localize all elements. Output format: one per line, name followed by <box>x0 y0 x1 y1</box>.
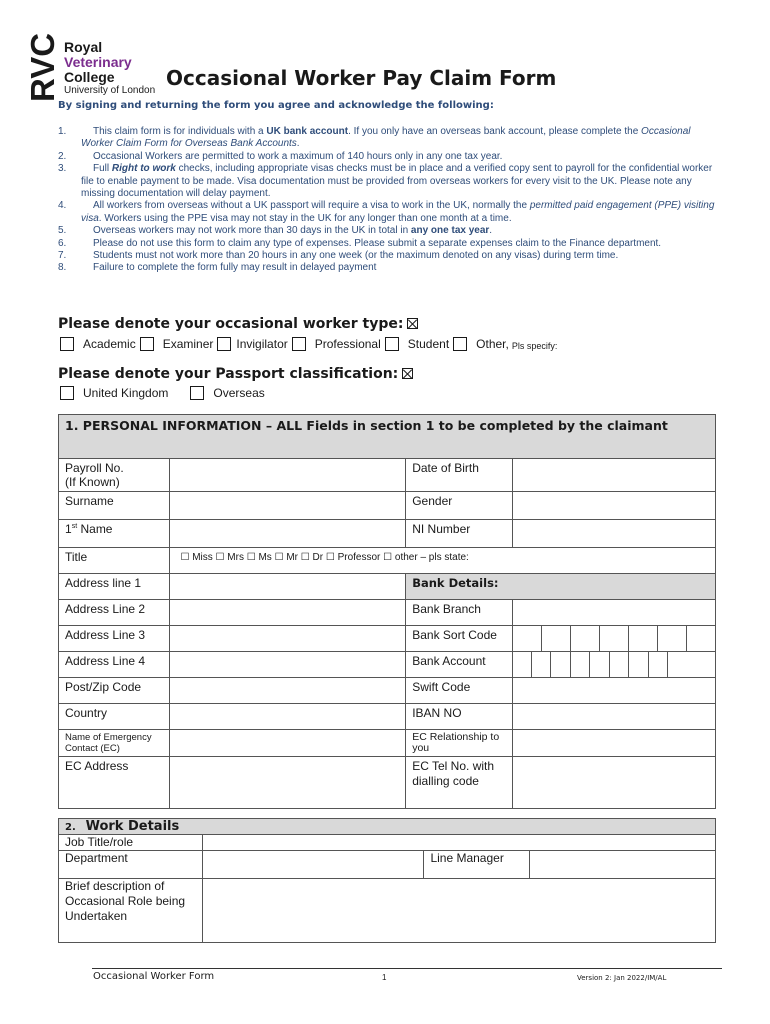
title-options[interactable]: ☐ Miss ☐ Mrs ☐ Ms ☐ Mr ☐ Dr ☐ Professor ☐ other – pls state: <box>170 548 716 574</box>
brief-description-label: Brief description of Occasional Role being Undertaken <box>59 879 203 943</box>
option-academic[interactable] <box>60 337 136 351</box>
sort-code-box[interactable] <box>599 626 628 651</box>
rules-list <box>58 126 718 275</box>
payroll-label-sub: (If Known) <box>65 475 120 489</box>
sort-code-boxes[interactable] <box>512 626 715 652</box>
option-examiner[interactable] <box>140 337 214 351</box>
dob-field[interactable] <box>512 459 715 492</box>
page-title: Occasional Worker Pay Claim Form <box>166 66 557 90</box>
rule-number: 8. <box>58 262 67 274</box>
section1-heading: 1. PERSONAL INFORMATION – ALL Fields in section 1 to be completed by the claimant <box>59 415 716 459</box>
rule-text: Students must not work more than 20 hours in any one week (or the maximum denoted on any visas) during term time. <box>93 250 619 262</box>
checkbox-icon[interactable] <box>217 337 231 351</box>
ec-address-field[interactable] <box>170 757 406 809</box>
account-box[interactable] <box>609 652 629 677</box>
footer-divider <box>92 968 722 969</box>
rule-5 <box>58 225 718 237</box>
rule-3 <box>58 163 718 200</box>
option-label: Student <box>407 337 450 351</box>
dob-label: Date of Birth <box>406 459 513 492</box>
rule-text: Occasional Workers are permitted to work a maximum of 140 hours only in any one tax year. <box>93 150 503 162</box>
title-label: Title <box>59 548 170 574</box>
rule-6 <box>58 238 718 250</box>
ni-field[interactable] <box>512 520 715 548</box>
rule-number: 3. <box>58 163 67 175</box>
ec-relationship-label: EC Relationship to you <box>406 730 513 757</box>
ec-name-field[interactable] <box>170 730 406 757</box>
payroll-field[interactable] <box>170 459 406 492</box>
line-manager-field[interactable] <box>530 851 716 879</box>
intro-text: By signing and returning the form you agree and acknowledge the following: <box>58 100 494 111</box>
other-note: Pls specify: <box>511 341 558 351</box>
rule-number: 4. <box>58 200 67 212</box>
ec-tel-field[interactable] <box>512 757 715 809</box>
swift-label: Swift Code <box>406 678 513 704</box>
option-other[interactable] <box>453 337 557 351</box>
rule-bold-italic: Right to work <box>111 163 176 175</box>
ec-tel-label: EC Tel No. with dialling code <box>406 757 513 809</box>
section2-title: Work Details <box>85 819 180 834</box>
rvc-logo-mark-text: RVC <box>24 32 61 102</box>
rule-text: Full <box>93 163 112 175</box>
footer-version: Version 2: Jan 2022/IM/AL <box>577 974 667 982</box>
checkbox-icon[interactable] <box>453 337 467 351</box>
option-professional[interactable] <box>292 337 381 351</box>
department-label: Department <box>59 851 203 879</box>
rvc-logo <box>24 28 168 102</box>
line-manager-label: Line Manager <box>424 851 530 879</box>
payroll-label-text: Payroll No. <box>65 461 124 475</box>
rule-7 <box>58 250 718 262</box>
checkbox-icon[interactable] <box>140 337 154 351</box>
job-title-label: Job Title/role <box>59 835 203 851</box>
option-label: Overseas <box>213 386 265 400</box>
option-label: Other, <box>476 337 509 351</box>
worker-type-question <box>58 316 418 332</box>
logo-veterinary: Veterinary <box>64 54 132 70</box>
account-box[interactable] <box>531 652 551 677</box>
logo-university: University of London <box>64 85 156 96</box>
checked-box-icon[interactable] <box>402 368 413 379</box>
option-invigilator[interactable] <box>217 337 287 351</box>
address4-label: Address Line 4 <box>59 652 170 678</box>
postcode-field[interactable] <box>170 678 406 704</box>
first-name-suffix: Name <box>77 522 113 536</box>
rule-bold: any one tax year <box>410 225 490 237</box>
sort-code-box[interactable] <box>657 626 686 651</box>
address2-label: Address Line 2 <box>59 600 170 626</box>
address1-field[interactable] <box>170 574 406 600</box>
worker-type-options <box>60 337 561 351</box>
section2-heading <box>59 819 716 835</box>
rule-bold: UK bank account <box>266 126 349 137</box>
rule-4 <box>58 200 718 225</box>
rule-8 <box>58 262 718 274</box>
sort-code-label: Bank Sort Code <box>406 626 513 652</box>
bank-details-heading: Bank Details: <box>406 574 716 600</box>
account-box[interactable] <box>570 652 590 677</box>
option-label: Invigilator <box>236 337 288 351</box>
option-student[interactable] <box>385 337 449 351</box>
account-box[interactable] <box>628 652 648 677</box>
option-label: Examiner <box>162 337 214 351</box>
iban-field[interactable] <box>512 704 715 730</box>
surname-label: Surname <box>59 492 170 520</box>
option-overseas[interactable] <box>190 386 264 400</box>
checkbox-icon[interactable] <box>292 337 306 351</box>
rule-text: checks, including appropriate visas checks must be in place and a verified copy sent to payroll for the confidential worker file to enable payment to be made. Visa documentation must be provided from overseas workers for every visit to the UK. Please note any missing documentation will delay payment. <box>81 163 713 200</box>
rule-italic: Occasional Worker Claim Form for Overseas Bank Accounts <box>81 126 691 150</box>
rule-text: Overseas workers may not work more than 30 days in the UK in total in <box>93 225 411 237</box>
country-label: Country <box>59 704 170 730</box>
option-label: Professional <box>314 337 381 351</box>
work-details-table <box>58 818 716 943</box>
checkbox-icon[interactable] <box>385 337 399 351</box>
first-name-field[interactable] <box>170 520 406 548</box>
checkbox-icon[interactable] <box>190 386 204 400</box>
rule-text: Failure to complete the form fully may result in delayed payment <box>93 262 377 274</box>
rule-text: . If you only have an overseas bank account, please complete the <box>348 126 642 137</box>
rvc-logo-mark <box>24 28 61 102</box>
option-united-kingdom[interactable] <box>60 386 168 400</box>
checkbox-icon[interactable] <box>60 386 74 400</box>
rule-text: . <box>489 225 493 237</box>
account-box[interactable] <box>550 652 570 677</box>
logo-royal: Royal <box>64 39 103 55</box>
swift-field[interactable] <box>512 678 715 704</box>
bank-branch-field[interactable] <box>512 600 715 626</box>
rule-text: . <box>296 138 300 150</box>
rule-1 <box>58 126 718 151</box>
rule-number: 7. <box>58 250 67 262</box>
bank-branch-label: Bank Branch <box>406 600 513 626</box>
account-box[interactable] <box>648 652 668 677</box>
rule-number: 6. <box>58 237 67 249</box>
bank-account-label: Bank Account <box>406 652 513 678</box>
surname-field[interactable] <box>170 492 406 520</box>
job-title-field[interactable] <box>202 835 715 851</box>
sort-code-box[interactable] <box>628 626 657 651</box>
section2-number: 2. <box>65 822 76 833</box>
ec-name-label: Name of Emergency Contact (EC) <box>59 730 170 757</box>
rule-text: Please do not use this form to claim any type of expenses. Please submit a separate expenses claim to the Finance department. <box>93 237 662 249</box>
footer-form-name: Occasional Worker Form <box>93 971 215 982</box>
passport-question <box>58 366 413 382</box>
ec-relationship-field[interactable] <box>512 730 715 757</box>
postcode-label: Post/Zip Code <box>59 678 170 704</box>
checked-box-icon[interactable] <box>407 318 418 329</box>
passport-label: Please denote your Passport classification: <box>58 366 399 382</box>
rule-text: All workers from overseas without a UK passport will require a visa to work in the UK, normally the <box>93 200 530 212</box>
address3-field[interactable] <box>170 626 406 652</box>
gender-field[interactable] <box>512 492 715 520</box>
first-name-sup: st <box>71 523 78 530</box>
first-name-prefix: 1 <box>65 522 72 536</box>
option-label: United Kingdom <box>83 386 169 400</box>
personal-information-table <box>58 414 716 809</box>
rule-italic: permitted paid engagement (PPE) visiting visa <box>81 200 715 224</box>
gender-label: Gender <box>406 492 513 520</box>
rule-text: . Workers using the PPE visa may not stay in the UK for any longer than one month at a time. <box>98 212 512 224</box>
payroll-label <box>59 459 170 492</box>
address1-label: Address line 1 <box>59 574 170 600</box>
department-field[interactable] <box>202 851 424 879</box>
address3-label: Address Line 3 <box>59 626 170 652</box>
rule-text: This claim form is for individuals with a <box>93 126 267 137</box>
account-box[interactable] <box>667 652 687 677</box>
first-name-label <box>59 520 170 548</box>
footer-page-number: 1 <box>382 973 387 982</box>
account-box[interactable] <box>589 652 609 677</box>
rule-number: 1. <box>58 126 67 137</box>
rule-2 <box>58 151 718 163</box>
passport-options <box>60 386 269 400</box>
checkbox-icon[interactable] <box>60 337 74 351</box>
address2-field[interactable] <box>170 600 406 626</box>
logo-college: College <box>64 69 115 85</box>
sort-code-box[interactable] <box>570 626 599 651</box>
rule-number: 2. <box>58 150 67 162</box>
worker-type-label: Please denote your occasional worker type: <box>58 316 404 332</box>
iban-label: IBAN NO <box>406 704 513 730</box>
ni-label: NI Number <box>406 520 513 548</box>
brief-description-field[interactable] <box>202 879 715 943</box>
sort-code-box[interactable] <box>541 626 570 651</box>
rvc-logo-wordmark <box>64 40 155 97</box>
option-label: Academic <box>83 337 136 351</box>
ec-address-label: EC Address <box>59 757 170 809</box>
sort-code-box[interactable] <box>686 626 715 651</box>
rule-number: 5. <box>58 225 67 237</box>
address4-field[interactable] <box>170 652 406 678</box>
bank-account-boxes[interactable] <box>512 652 715 678</box>
country-field[interactable] <box>170 704 406 730</box>
